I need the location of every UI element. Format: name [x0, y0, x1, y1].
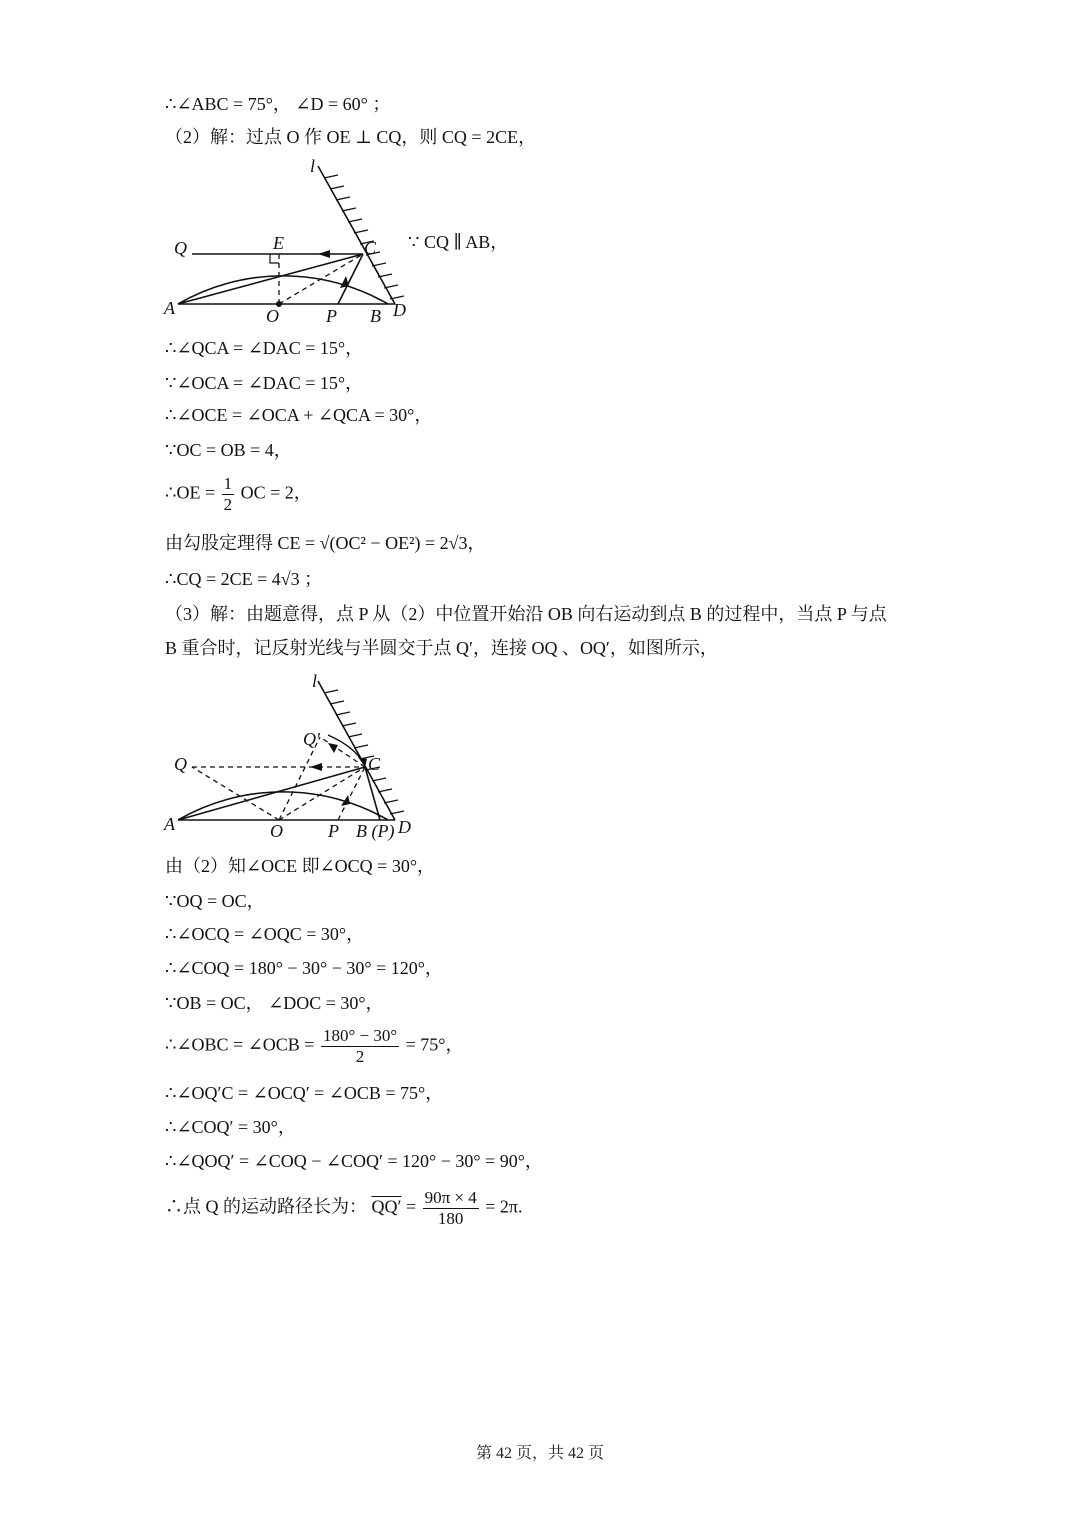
mirror-hatch: [324, 175, 404, 299]
line-oq-oc: ∵OQ = OC，: [165, 891, 265, 911]
line-part2-intro: （2）解：过点 O 作 OE ⊥ CQ，则 CQ = 2CE，: [165, 127, 537, 147]
line-oe-half: [165, 474, 312, 515]
line-abc-75: ∴∠ABC = 75°， ∠D = 60° ；: [165, 94, 391, 114]
line-coq-120: ∴∠COQ = 180° − 30° − 30° = 120°，: [165, 958, 443, 978]
oe-suffix: OC = 2，: [240, 482, 312, 503]
path-suffix: = 2π.: [485, 1196, 523, 1217]
label-d-2: D: [398, 817, 411, 837]
fraction-half-den: 2: [223, 495, 233, 514]
line-coqp-30: ∴∠COQ′ = 30°，: [165, 1117, 296, 1137]
arrow-qc: [318, 250, 330, 258]
fraction-arc: [423, 1188, 479, 1229]
label-a-2: A: [164, 814, 175, 834]
line-oce: ∴∠OCE = ∠OCA + ∠QCA = 30°，: [165, 405, 433, 425]
label-bp: B (P): [356, 821, 395, 841]
label-d: D: [393, 300, 406, 320]
fraction-angle-den: 2: [355, 1047, 365, 1066]
line-ocq-30: 由（2）知∠OCE 即∠OCQ = 30°，: [165, 856, 436, 876]
path-equals: =: [405, 1196, 417, 1217]
label-c-2: C: [368, 754, 381, 774]
mirror-line-l-2: [318, 681, 395, 820]
line-ocq-oqc: ∴∠OCQ = ∠OQC = 30°，: [165, 924, 365, 944]
obc-prefix: ∴∠OBC = ∠OCB =: [165, 1034, 315, 1055]
label-q: Q: [174, 238, 187, 258]
semicircle-arc-2: [178, 792, 388, 820]
mirror-hatch-2: [324, 690, 404, 814]
obc-suffix: = 75°，: [405, 1034, 464, 1055]
fraction-arc-den: 180: [437, 1209, 464, 1228]
figure-2: [160, 665, 460, 850]
arrow-cqp: [328, 743, 338, 753]
figure-1: [160, 150, 520, 330]
label-o-2: O: [270, 821, 283, 841]
oe-prefix: ∴OE =: [165, 482, 216, 503]
label-p: P: [326, 306, 337, 326]
label-l-2: l: [312, 671, 318, 691]
line-cq-result: ∴CQ = 2CE = 4√3 ；: [165, 569, 323, 589]
fraction-angle-num: 180° − 30°: [322, 1026, 398, 1045]
mirror-line-l: [318, 166, 395, 304]
line-oqpc-75: ∴∠OQ′C = ∠OCQ′ = ∠OCB = 75°，: [165, 1083, 444, 1103]
line-part3-intro: （3）解：由题意得，点 P 从（2）中位置开始沿 OB 向右运动到点 B 的过程中，当点 P 与点: [165, 604, 887, 624]
line-oc-ob: ∵OC = OB = 4，: [165, 440, 292, 460]
line-oca: ∵∠OCA = ∠DAC = 15°，: [165, 373, 364, 393]
segment-cqp: [320, 737, 365, 767]
line-path-length: [165, 1188, 523, 1229]
label-l: l: [310, 156, 316, 176]
arc-qqp: QQ′: [371, 1196, 402, 1217]
arrow-pc: [340, 276, 349, 288]
label-p-2: P: [328, 821, 339, 841]
label-c: C: [364, 238, 377, 258]
right-angle-mark: [270, 254, 279, 263]
semicircle-arc: [178, 276, 388, 304]
label-qp: Q′: [303, 729, 320, 749]
line-part3-b: B 重合时，记反射光线与半圆交于点 Q′，连接 OQ 、OQ′，如图所示，: [165, 638, 718, 658]
fraction-half-num: 1: [223, 474, 233, 493]
arrow-qc-2: [310, 763, 322, 771]
line-ob-oc: ∵OB = OC， ∠DOC = 30°，: [165, 993, 384, 1013]
label-a: A: [164, 298, 175, 318]
line-pythagoras: 由勾股定理得 CE = √(OC² − OE²) = 2√3，: [165, 533, 486, 553]
fraction-arc-num: 90π × 4: [424, 1188, 477, 1207]
path-prefix: ∴点 Q 的运动路径长为：: [165, 1196, 367, 1217]
line-qoqp-90: ∴∠QOQ′ = ∠COQ − ∠COQ′ = 120° − 30° = 90°，: [165, 1151, 543, 1171]
fraction-angle: [321, 1026, 399, 1067]
line-qca: ∴∠QCA = ∠DAC = 15°，: [165, 338, 364, 358]
fraction-half: [222, 474, 235, 515]
line-obc-75: [165, 1026, 464, 1067]
segment-oqp: [279, 737, 320, 820]
side-note: ∵ CQ ∥ AB，: [408, 232, 509, 252]
label-b: B: [370, 306, 381, 326]
page-footer: 第 42 页，共 42 页: [475, 1445, 604, 1462]
label-e: E: [273, 233, 284, 253]
label-q-2: Q: [174, 754, 187, 774]
label-o: O: [266, 306, 279, 326]
